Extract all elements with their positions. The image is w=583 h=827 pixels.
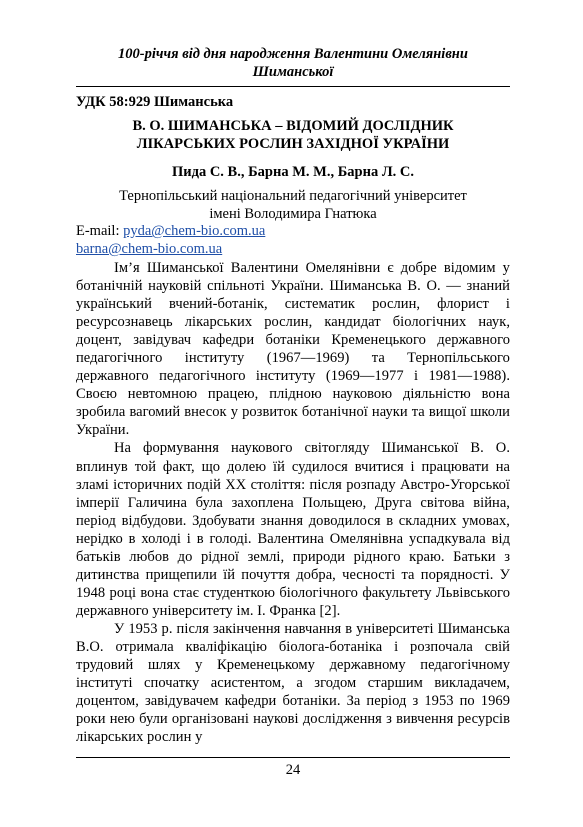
page-number: 24 (285, 762, 301, 778)
affiliation-line2: імені Володимира Гнатюка (209, 205, 377, 222)
affiliation-line1: Тернопільський національний педагогічний університет (119, 188, 467, 204)
running-header-line1: 100-річчя від дня народження Валентини Омелянівни (118, 46, 468, 62)
email-link-barna[interactable]: barna@chem-bio.com.ua (76, 241, 223, 257)
email-line (76, 223, 265, 241)
paragraph: На формування наукового світогляду Шиманської В. О. вплинув той факт, що долею їй судилося вчитися і працювати на зламі історичних подій ХХ століття: після розпаду Австро-Угорської імперії Галичина була захоплена Польщею, Друга світова війна, період відбудови. Здобувати знання доводилося в складних умовах, нерідко в холоді і в голоді. Валентина Омелянівна успадкувала від батьків любов до рідної землі, природи рідного краю. Батьки з дитинства прищепили їй почуття добра, чесності та порядності. У 1948 році вона стає студенткою біологічного факультету Львівського державного університету ім. І. Франка [2]. (76, 440, 510, 619)
article-title-line2: ЛІКАРСЬКИХ РОСЛИН ЗАХІДНОЇ УКРАЇНИ (136, 136, 450, 152)
running-header-line2: Шиманської (252, 63, 334, 80)
footer-rule (76, 757, 510, 758)
article-title (76, 117, 510, 153)
email-link-pyda[interactable]: pyda@chem-bio.com.ua (123, 223, 266, 239)
header-rule (76, 86, 510, 87)
article-title-line1: В. О. ШИМАНСЬКА – ВІДОМИЙ ДОСЛІДНИК (132, 118, 454, 134)
article-body (76, 259, 510, 746)
running-header (76, 46, 510, 81)
affiliation (76, 188, 510, 223)
paragraph: Ім’я Шиманської Валентини Омелянівни є добре відомим у ботанічній науковій спільноті України. Шиманська В. О. — знаний український вчений-ботанік, систематик рослин, флорист і ресурсознавець лікарських рослин, кандидат біологічних наук, доцент, завідувач кафедри ботаніки Кременецького державного педагогічного інституту (1967—1969) та Тернопільського державного педагогічного інституту (1969—1977 і 1981—1988). Своєю невтомною працею, плідною науковою діяльністю вона зробила вагомий внесок у розвиток ботанічної науки та вищої школи України. (76, 260, 510, 439)
udk-code: УДК 58:929 Шиманська (76, 94, 234, 110)
email-line-2 (76, 241, 222, 259)
paragraph: У 1953 р. після закінчення навчання в університеті Шиманська В.О. отримала кваліфікацію біолога-ботаніка і розпочала свій трудовий шлях у Кременецькому державному педагогічному інституті спочатку асистентом, а згодом старшим викладачем, доцентом, завідувачем кафедри ботаніки. За період з 1953 по 1969 роки нею були організовані наукові дослідження з вивчення ресурсів лікарських рослин у (76, 620, 510, 746)
email-label: E-mail: (76, 223, 124, 239)
authors: Пида С. В., Барна М. М., Барна Л. С. (171, 164, 415, 180)
